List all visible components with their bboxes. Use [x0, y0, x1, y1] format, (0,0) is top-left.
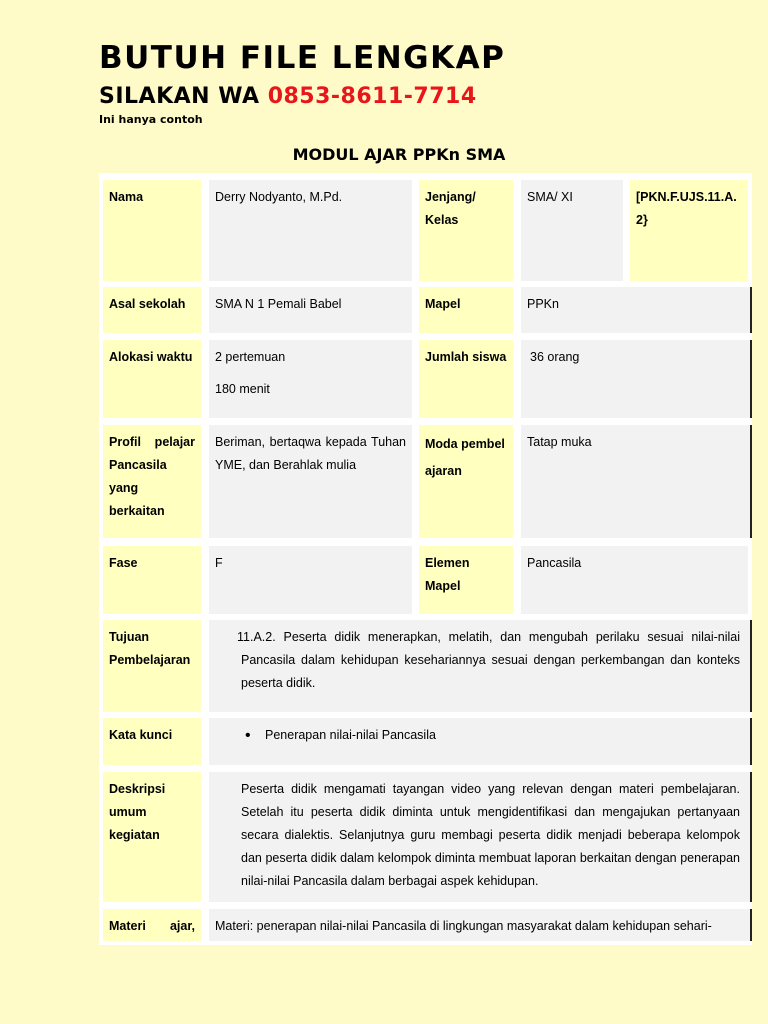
profil-pelajar-value: Beriman, bertaqwa kepada Tuhan YME, dan Berahlak mulia [209, 425, 412, 538]
asal-sekolah-value: SMA N 1 Pemali Babel [209, 287, 412, 333]
fase-value: F [209, 546, 412, 614]
elemen-mapel-value: Pancasila [521, 546, 748, 614]
mapel-label: Mapel [419, 287, 513, 333]
nama-value: Derry Nodyanto, M.Pd. [209, 180, 412, 281]
jumlah-siswa-value: 36 orang [521, 340, 752, 418]
profil-pelajar-label: Profil pelajar Pancasila yang berkaitan [103, 425, 201, 538]
tujuan-pembelajaran-label: Tujuan Pembelajaran [103, 620, 201, 712]
document-title: MODUL AJAR PPKn SMA [292, 145, 506, 164]
mapel-value: PPKn [521, 287, 752, 333]
fase-label: Fase [103, 546, 201, 614]
deskripsi-kegiatan-value: Peserta didik mengamati tayangan video yang relevan dengan materi pembelajaran. Setelah itu peserta didik diminta untuk mengidentifikasi dan mengajukan pertanyaan secara dialektis. Selanjutnya guru membagi peserta didik menjadi beberapa kelompok dan peserta didik dalam kelompok diminta membuat laporan berkaitan dengan penerapan nilai-nilai Pancasila dalam berbagai aspek kehidupan. [209, 772, 752, 902]
banner-subtitle [99, 84, 477, 109]
banner-subtitle-text: SILAKAN WA [99, 84, 268, 109]
elemen-mapel-label: Elemen Mapel [419, 546, 513, 614]
materi-ajar-value: Materi: penerapan nilai-nilai Pancasila di lingkungan masyarakat dalam kehidupan sehari- [209, 909, 752, 941]
alokasi-waktu-value [209, 340, 412, 418]
kata-kunci-text: Penerapan nilai-nilai Pancasila [265, 728, 436, 742]
nama-label: Nama [103, 180, 201, 281]
alokasi-waktu-label: Alokasi waktu [103, 340, 201, 418]
banner-title: BUTUH FILE LENGKAP [99, 40, 506, 76]
whatsapp-number: 0853-8611-7714 [267, 84, 477, 109]
banner-note: Ini hanya contoh [99, 113, 203, 126]
kata-kunci-value [209, 718, 752, 765]
deskripsi-kegiatan-label: Deskripsi umum kegiatan [103, 772, 201, 902]
alokasi-menit: 180 menit [215, 382, 270, 396]
jenjang-label: Jenjang/ Kelas [419, 180, 513, 281]
module-table [99, 173, 752, 945]
asal-sekolah-label: Asal sekolah [103, 287, 201, 333]
jenjang-value: SMA/ XI [521, 180, 623, 281]
materi-ajar-label: Materi ajar, [103, 909, 201, 941]
kata-kunci-label: Kata kunci [103, 718, 201, 765]
alokasi-pertemuan: 2 pertemuan [215, 350, 286, 364]
jumlah-siswa-label: Jumlah siswa [419, 340, 513, 418]
kode-cp: [PKN.F.UJS.11.A.2} [630, 180, 748, 281]
tujuan-pembelajaran-value: 11.A.2. Peserta didik menerapkan, melatih, dan mengubah perilaku sesuai nilai-nilai Pancasila dalam kehidupan kesehariannya sesuai dengan perkembangan dan konteks peserta didik. [209, 620, 752, 712]
bullet-icon: • [245, 727, 251, 744]
moda-pembelajaran-label: Moda pembelajaran [419, 425, 513, 538]
moda-pembelajaran-value: Tatap muka [521, 425, 752, 538]
